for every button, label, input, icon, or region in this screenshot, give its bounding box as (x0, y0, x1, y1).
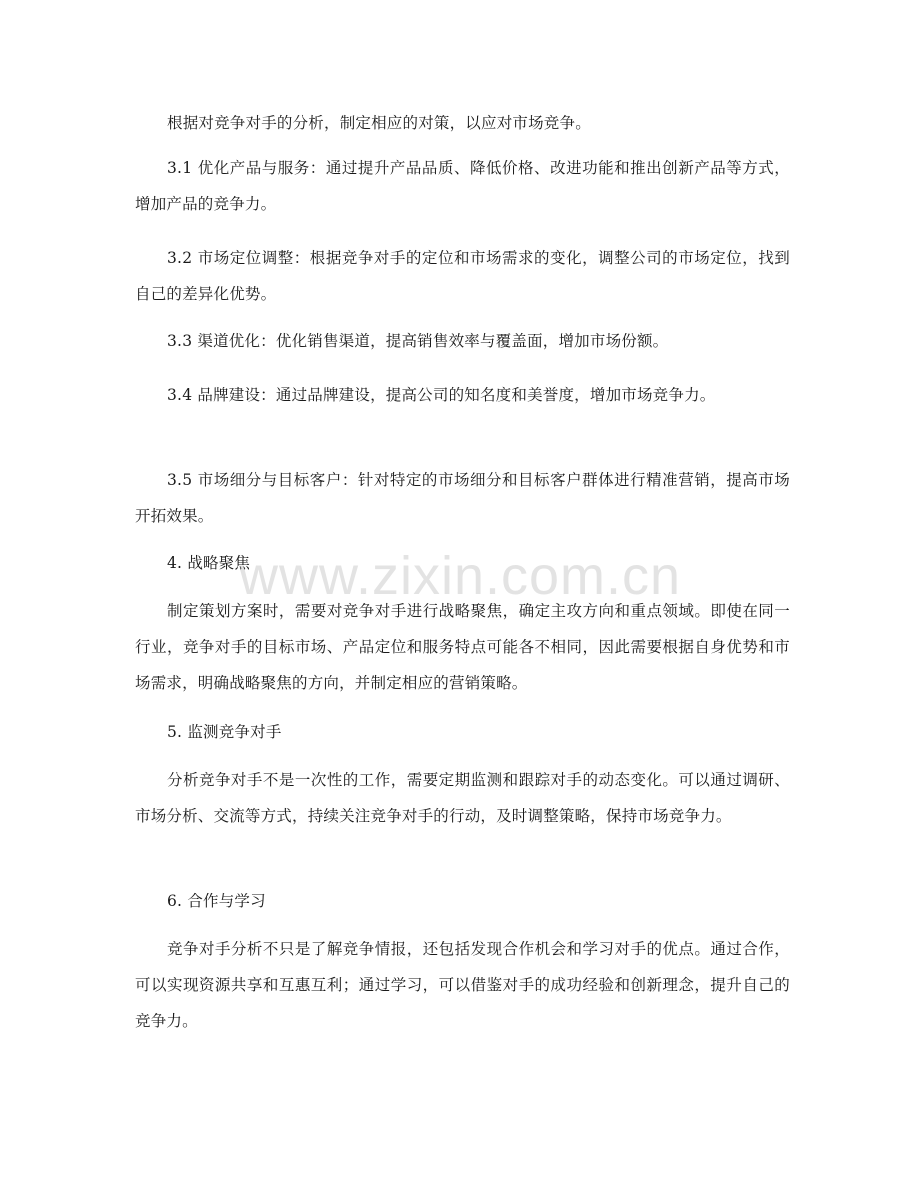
paragraph-3-4: 3.4 品牌建设：通过品牌建设，提高公司的知名度和美誉度，增加市场竞争力。 (167, 386, 716, 404)
paragraph-3-1: 3.1 优化产品与服务：通过提升产品品质、降低价格、改进功能和推出创新产品等方式，增加产品的竞争力。 (135, 159, 790, 213)
paragraph-3-5: 3.5 市场细分与目标客户：针对特定的市场细分和目标客户群体进行精准营销，提高市场开拓效果。 (135, 471, 790, 525)
watermark: www.zixin.com.cn (238, 546, 682, 606)
paragraph-3-2: 3.2 市场定位调整：根据竞争对手的定位和市场需求的变化，调整公司的市场定位，找到自己的差异化优势。 (135, 249, 790, 303)
heading-5: 5. 监测竞争对手 (167, 723, 282, 741)
heading-4: 4. 战略聚焦 (167, 554, 251, 572)
heading-6: 6. 合作与学习 (167, 892, 266, 910)
paragraph-5: 分析竞争对手不是一次性的工作，需要定期监测和跟踪对手的动态变化。可以通过调研、市场分析、交流等方式，持续关注竞争对手的行动，及时调整策略，保持市场竞争力。 (135, 771, 790, 825)
paragraph-6: 竞争对手分析不只是了解竞争情报，还包括发现合作机会和学习对手的优点。通过合作，可以实现资源共享和互惠互利；通过学习，可以借鉴对手的成功经验和创新理念，提升自己的竞争力。 (135, 940, 790, 1030)
paragraph-3-3: 3.3 渠道优化：优化销售渠道，提高销售效率与覆盖面，增加市场份额。 (167, 332, 669, 350)
paragraph-4: 制定策划方案时，需要对竞争对手进行战略聚焦，确定主攻方向和重点领域。即使在同一行业，竞争对手的目标市场、产品定位和服务特点可能各不相同，因此需要根据自身优势和市场需求，明确战略聚焦的方向，并制定相应的营销策略。 (135, 602, 790, 692)
paragraph-intro: 根据对竞争对手的分析，制定相应的对策，以应对市场竞争。 (167, 114, 591, 132)
